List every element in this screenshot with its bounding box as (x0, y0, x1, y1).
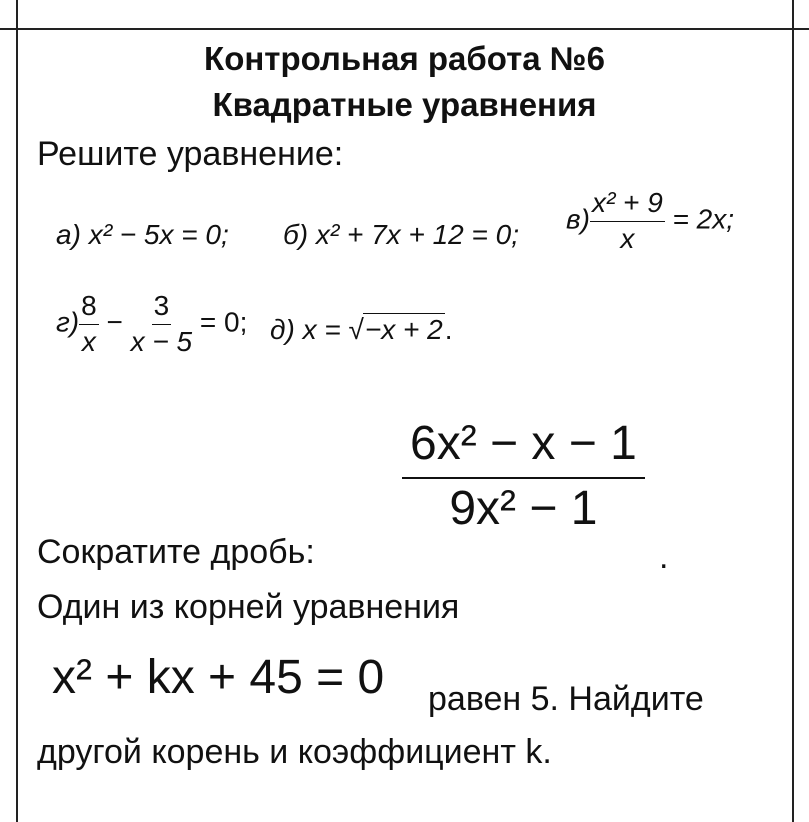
equation-g-denominator-2: x − 5 (130, 325, 193, 357)
equation-v (566, 188, 734, 255)
equation-d (270, 313, 453, 346)
task2-label: Сократите дробь: (37, 533, 315, 571)
task3-line3: другой корень и коэффициент k. (37, 733, 552, 771)
equation-a-expression: x² − 5x = 0; (88, 219, 229, 250)
equation-g-numerator-2: 3 (152, 291, 172, 325)
equation-d-radicand: −x + 2 (364, 314, 443, 345)
equation-g-denominator-1: x (81, 325, 96, 357)
equation-g-rhs: = 0; (199, 306, 248, 338)
fraction-to-reduce (402, 418, 645, 536)
equation-b-expression: x² + 7x + 12 = 0; (315, 219, 519, 250)
equation-v-label: в) (566, 203, 590, 235)
task3-line2: равен 5. Найдите (428, 680, 704, 718)
fraction-denominator: 9x² − 1 (449, 481, 598, 535)
table-top-border (0, 28, 809, 30)
task2-end-period: . (659, 538, 669, 576)
equation-a-label: а) (56, 219, 81, 250)
equation-v-denominator: x (620, 222, 635, 254)
document-subtitle: Квадратные уравнения (212, 86, 597, 123)
equation-b (283, 219, 519, 251)
equation-g (56, 291, 247, 358)
equation-g-minus: − (106, 306, 123, 338)
equation-d-lhs: x = (302, 314, 341, 345)
equation-v-rhs: = 2x; (672, 203, 735, 235)
equation-v-numerator: x² + 9 (590, 188, 665, 222)
equation-g-label: г) (56, 306, 80, 338)
equation-a (56, 219, 229, 251)
equation-d-end: . (444, 314, 453, 345)
document-title: Контрольная работа №6 (204, 40, 605, 77)
equation-g-numerator-1: 8 (79, 291, 99, 325)
fraction-numerator: 6x² − x − 1 (402, 418, 645, 479)
task3-equation: x² + kx + 45 = 0 (52, 651, 385, 704)
task3-line1: Один из корней уравнения (37, 588, 460, 626)
sqrt-sign-icon: √ (348, 314, 364, 345)
task1-label: Решите уравнение: (37, 135, 344, 173)
equation-b-label: б) (283, 219, 309, 250)
equation-d-label: д) (270, 314, 295, 345)
